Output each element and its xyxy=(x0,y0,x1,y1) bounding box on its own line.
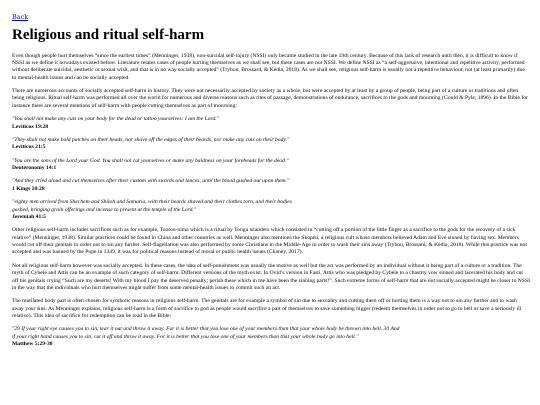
intro-paragraph: Even though people hurt themselves “since the earliest times” (Menninger, 1938), non-suicidal self-injury (NSSI) only became studied in the late 19th century. Because of this lack of research until then, it is difficult to know if NSSI as we define it nowadays existed before. Literature relates cases of people hurting themselves as we shall see, but these cases are not NSSI. We define NSSI as “a self-aggressive, intentional and repetitive activity, performed without deliberate suicidal, aesthetic or sexual wish, and that is in no way socially accepted” (Trybou, Brossard, & Kédia, 2018). As we shall see, religious self-harm is usually not a repetitive behaviour, not (at least primarily) due to mental-health issues and can be socially accepted. xyxy=(12,52,525,81)
quote-text: "They shall not make bald patches on their heads, nor shave off the edges of their beards, nor make any cuts on their body." xyxy=(12,136,290,143)
bible-quote xyxy=(12,326,402,348)
sacrifice-paragraph: Other religious self-harm includes sacrifices such as for example, Tootoo-nima which is a ritual by Tonga islanders which consisted in “cutting off a portion of the little finger as a sacrifice to the gods for the recovery of a sick relative” (Menninger, 1938). Similar practices could be found in China and other countries as well. Menninger also mentions the Skoptsi, a religious cult whose members believed Adam and Eve sinned by having sex. Members would cut off their genitals in order not to sin any further. Self-flagellation was also performed by some Christians in the Middle-Age in order to wash their sins away (Trybou, Brossard, & Kédia, 2018). While this practice was not accepted and was banned by the Pope in 1349, it was for political reasons instead of moral or public health issues (Chaney, 2017). xyxy=(12,227,527,256)
back-link[interactable]: Back xyxy=(12,13,29,21)
quote-reference: Matthew 5:29-30 xyxy=(12,341,53,348)
quote-reference: Deuteronomy 14:1 xyxy=(12,165,57,171)
not-accepted-paragraph: Not all religious self-harm however was socially accepted. In these cases, the idea of self-punishment was usually the motive as well but the act was performed by an individual without it being part of a culture or a tradition. The myth of Cybele and Attis can be an example of such category of self-harm. Different versions of the myth exist. In Ovid’s version in Fasti, Attis who was pledged by Cybele to a chastity vow sinned and lacerated his body and cut off his genitals crying “Such are my deserts! With my blood I pay the deserved penalty; perish these which in me have been the sinning parts!”. Such extreme forms of self-harm that are not socially accepted might be closer to NSSI in the way that the individuals who hurt themselves might suffer from some mental-health issues to commit such an act. xyxy=(12,262,530,291)
quote-reference: Jeremiah 41:5 xyxy=(12,213,46,220)
bible-quote xyxy=(12,158,302,173)
quote-text: "eighty men arrived from Shechem and Shiloh and Samaria, with their beards shaved and their clothes torn, and their bodies gashed, bringing grain offerings and incense to present at the temple of the Lord." xyxy=(12,199,292,213)
quote-text: "29 If your right eye causes you to sin, tear it out and throw it away. For it is better that you lose one of your members than that your whole body be thrown into hell. 30 And if your right hand causes you to sin, cut it off and throw it away. For it is better that you lose one of your members than that your whole body go into hell." xyxy=(12,326,400,340)
bible-quote xyxy=(12,178,302,193)
quote-text: "You shall not make any cuts on your body for the dead or tattoo yourselves: I am the Lord." xyxy=(12,116,220,123)
quote-reference: Leviticus 21:5 xyxy=(12,144,46,151)
bible-quote xyxy=(12,137,302,152)
quote-reference: 1 Kings 18:28 xyxy=(12,185,45,192)
quote-reference: Leviticus 19:28 xyxy=(12,123,49,130)
ritual-paragraph: There are numerous accounts of socially accepted self-harm in history. They were not necessarily accepted by society as a whole, but were accepted by at least by a group of people, being part of a culture or traditions and often being religious. Ritual self-harm was performed all over the world for numerous and diverse reasons such as rites of passage, demonstrations of endurance, sacrifices to the gods and mourning (Gould & Pyle, 1896). In the Bible for instance there are several mentions of self-harm with people cutting themselves as part of mourning: xyxy=(12,88,528,109)
page-title: Religious and ritual self-harm xyxy=(12,27,205,43)
quote-text: "And they cried aloud and cut themselves after their custom with swords and lances, until the blood gushed out upon them." xyxy=(12,178,290,185)
bible-quote xyxy=(12,199,302,221)
bible-quote xyxy=(12,116,302,131)
symbolism-paragraph: The mutilated body part is often chosen for symbolic reasons in religious self-harm. The genitals are for example a symbol of sin due to sexuality and cutting them off or hurting them is a way not to sin any further and to wash away your sins. As Menninger explains, religious self-harm is a form of sacrifice to god as people would sacrifice a part of themselves to save something bigger (redeem themselves in order not to go to hell or save a seriously ill relative). This idea of sacrifice for redemption can be read in the Bible: xyxy=(12,298,522,319)
quote-text: "You are the sons of the Lord your God. You shall not cut yourselves or make any baldness on your foreheads for the dead." xyxy=(12,157,289,164)
